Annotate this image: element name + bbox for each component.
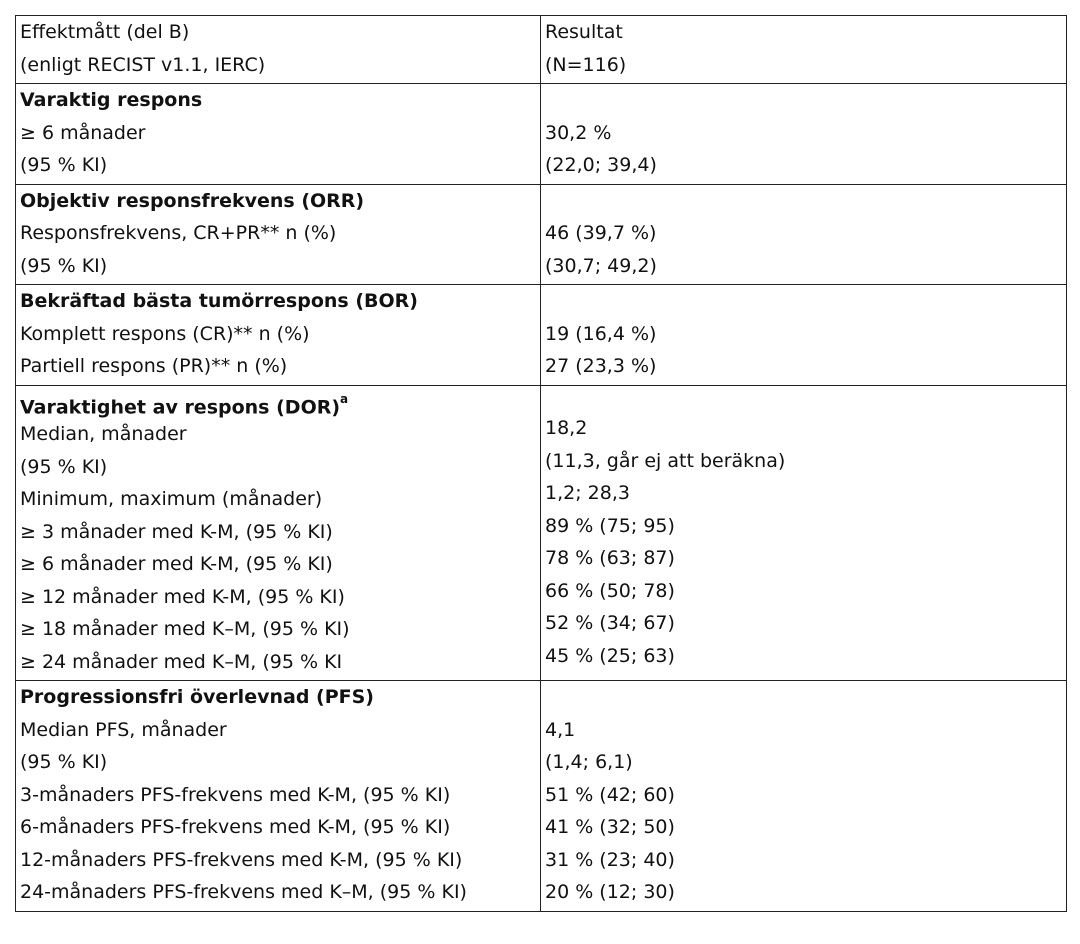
row-label: 3-månaders PFS-frekvens med K-M, (95 % KI): [20, 783, 451, 806]
row-label: Partiell respons (PR)** n (%): [20, 355, 288, 377]
row-label: ≥ 6 månader: [20, 121, 146, 144]
efficacy-table: [15, 15, 1067, 912]
row-label: Minimum, maximum (månader): [20, 488, 323, 510]
row-label: Median, månader: [20, 423, 187, 445]
row-value: (11,3, går ej att beräkna): [545, 449, 786, 472]
row-value: 30,2 %: [545, 121, 612, 144]
header-col1: [16, 16, 541, 84]
row-label: (95 % KI): [20, 154, 108, 176]
row-label: ≥ 3 månader med K-M, (95 % KI): [20, 520, 333, 543]
row-value: 41 % (32; 50): [545, 816, 675, 838]
row-label: ≥ 6 månader med K-M, (95 % KI): [20, 553, 333, 575]
row-value: 89 % (75; 95): [545, 514, 675, 537]
section-title: Bekräftad bästa tumörrespons (BOR): [20, 290, 418, 312]
row-value: 66 % (50; 78): [545, 579, 675, 602]
row-value: 27 (23,3 %): [545, 355, 657, 377]
section-title: Varaktig respons: [20, 89, 203, 111]
row-label: ≥ 18 månader med K–M, (95 % KI): [20, 618, 350, 640]
row-label: Median PFS, månader: [20, 718, 227, 741]
row-label: ≥ 24 månader med K–M, (95 % KI: [20, 650, 343, 673]
header-col2-line2: (N=116): [545, 53, 627, 76]
row-label: 24-månaders PFS-frekvens med K–M, (95 % KI): [20, 881, 467, 903]
row-label: (95 % KI): [20, 254, 108, 277]
row-label: Komplett respons (CR)** n (%): [20, 322, 310, 345]
header-col2: [541, 16, 1067, 84]
row-value: 45 % (25; 63): [545, 644, 675, 667]
row-value: (22,0; 39,4): [545, 154, 657, 176]
section-pfs: [16, 681, 1067, 912]
row-label: (95 % KI): [20, 751, 108, 773]
section-orr: [16, 184, 1067, 285]
footnote-marker: a: [340, 391, 349, 406]
section-title: [20, 386, 536, 419]
row-value: 51 % (42; 60): [545, 783, 675, 806]
row-value: 46 (39,7 %): [545, 222, 657, 244]
row-label: Responsfrekvens, CR+PR** n (%): [20, 222, 337, 244]
header-col1-line2: (enligt RECIST v1.1, IERC): [20, 53, 266, 76]
row-label: (95 % KI): [20, 455, 108, 478]
header-col2-line1: Resultat: [545, 21, 623, 43]
row-value: 18,2: [545, 417, 588, 439]
row-value: (30,7; 49,2): [545, 254, 657, 277]
section-title: Progressionsfri överlevnad (PFS): [20, 686, 374, 708]
row-value: 52 % (34; 67): [545, 612, 675, 634]
section-bor: [16, 285, 1067, 386]
row-value: 1,2; 28,3: [545, 482, 630, 504]
row-label: 6-månaders PFS-frekvens med K-M, (95 % KI): [20, 816, 451, 838]
row-value: (1,4; 6,1): [545, 751, 633, 773]
header-col1-line1: Effektmått (del B): [20, 21, 190, 43]
section-title: Objektiv responsfrekvens (ORR): [20, 189, 365, 212]
section-title-text: Varaktighet av respons (DOR): [20, 395, 341, 418]
row-value: 31 % (23; 40): [545, 848, 675, 871]
row-value: 78 % (63; 87): [545, 547, 675, 569]
section-dor: [16, 385, 1067, 681]
section-durable-response: [16, 84, 1067, 185]
row-value: 4,1: [545, 718, 576, 741]
row-label: ≥ 12 månader med K-M, (95 % KI): [20, 585, 345, 608]
row-label: 12-månaders PFS-frekvens med K-M, (95 % KI): [20, 848, 463, 871]
row-value: 19 (16,4 %): [545, 322, 657, 345]
row-value: 20 % (12; 30): [545, 881, 675, 903]
header-row: [16, 16, 1067, 84]
